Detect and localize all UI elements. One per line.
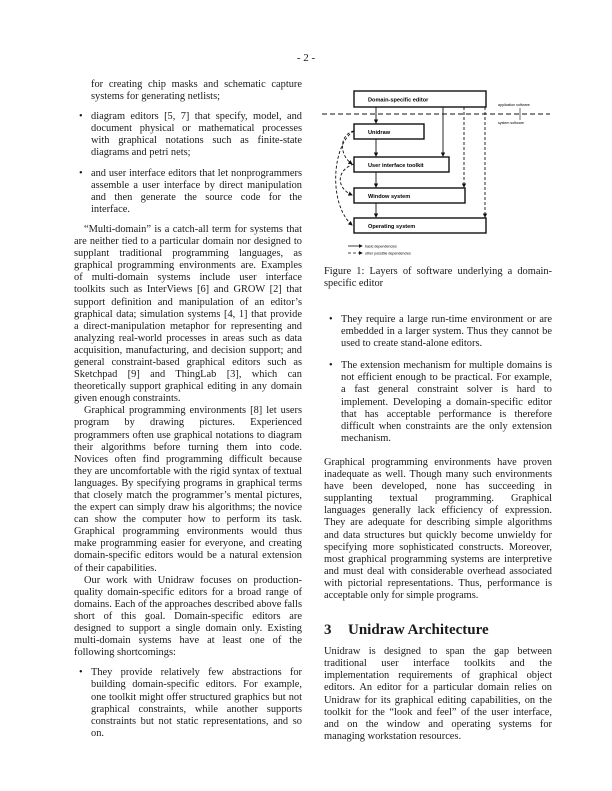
box-user-interface-toolkit	[354, 157, 449, 172]
list-item	[324, 360, 552, 445]
bullet-icon: •	[329, 314, 333, 325]
figure-1	[318, 84, 558, 259]
bullet-text: and user interface editors that let nonprogrammers assemble a user interface by direct manipulation and then generate the source code for the interface.	[91, 167, 302, 215]
label-system-software: system software	[498, 121, 524, 125]
page-number: - 2 -	[296, 52, 316, 64]
bullet-text: diagram editors [5, 7] that specify, model, and document physical or mathematical processes with graphical notations such as finite-state diagrams and petri nets;	[91, 111, 302, 159]
box-operating-system	[354, 218, 486, 233]
paragraph: Graphical programming environments have proven inadequate as well. Though many such environments have been developed, none has succeeding in supplanting textual programming. Graphical languages generally lack efficiency of expression. They are adequate for describing simple algorithms and data structures but quickly become unwieldy for specifying more sophisticated constructs. Moreover, most graphical programming systems are interpretive and must deal with considerable overhead associated with pictorial representations. Thus, performance is acceptable only for simple programs.	[324, 456, 552, 601]
figure-caption: Figure 1: Layers of software underlying a domain-specific editor	[324, 266, 552, 290]
box-label: Domain-specific editor	[368, 97, 429, 104]
box-label: Operating system	[368, 224, 416, 230]
box-label: Unidraw	[368, 130, 391, 136]
arrow	[340, 164, 354, 195]
bullet-icon: •	[329, 360, 333, 372]
bullet-text: The extension mechanism for multiple domains is not efficient enough to be practical. For example, a fast general constraint solver is hard to implement. Developing a domain-specific editor that has acceptable performance is therefore difficult when constraints are the only extension mechanism.	[341, 360, 552, 444]
box-unidraw	[354, 124, 424, 139]
box-window-system	[354, 188, 465, 203]
legend-basic: basic dependencies	[365, 244, 397, 249]
bullet-list-right	[324, 314, 552, 445]
section-title: Unidraw Architecture	[348, 622, 489, 639]
list-item	[324, 314, 552, 350]
bullet-icon: •	[79, 167, 83, 179]
figure-legend	[348, 245, 411, 256]
arrow	[336, 131, 354, 225]
paragraph: Our work with Unidraw focuses on production-quality domain-specific editors for a broad range of domains. Each of the approaches described above falls short of this goal. Domain-specific editors are designed to support a single domain only. Existing multi-domain systems have at least one of the following shortcomings:	[74, 574, 302, 659]
left-column	[74, 79, 302, 748]
label-application-software: application software	[498, 103, 530, 107]
box-label: User interface toolkit	[368, 163, 424, 169]
bullet-icon: •	[79, 667, 83, 679]
bullet-list-bottom	[74, 667, 302, 740]
list-item	[74, 168, 302, 216]
section-number: 3	[324, 622, 332, 639]
paragraph: Graphical programming environments [8] let users program by drawing pictures. Experienced programmers often use graphical notations to diagram their algorithms before turning them into code. Novices often find programming difficult because they are uncomfortable with the rigid syntax of textual languages. By specifying programs in graphical terms that closely match the programmer’s mental pictures, the expert can simply draw his algorithms; the novice can show the computer how to perform its task. Graphical programming environments would thus make programming easier for everyone, and creating domain-specific editors would be a natural extension of their capabilities.	[74, 405, 302, 574]
list-item	[74, 111, 302, 159]
bullet-continuation: for creating chip masks and schematic capture systems for generating netlists;	[91, 79, 302, 103]
bullet-text: They provide relatively few abstractions for building domain-specific editors. For example, one toolkit might offer structured graphics but not graphical constraints, while another supports constraints but not static representations, and so on.	[91, 667, 302, 739]
right-column	[324, 314, 552, 743]
software-layers-diagram	[318, 84, 558, 259]
box-label: Window system	[368, 194, 411, 200]
paragraph: “Multi-domain” is a catch-all term for systems that are neither tied to a particular domain nor designed to supplant traditional programming languages, as graphical programming environments are. Examples of multi-domain systems include user interface toolkits such as InterViews [6] and GROW [2] that support definition and manipulation of an editor’s graphical data; simulation systems [4, 1] that provide a direct-manipulation metaphor for representing and analyzing real-world processes in areas such as data acquisition, manufacturing, and decision support; and general constraint-based graphical editors such as Sketchpad [9] and ThingLab [3], which can theoretically support graphical editing in any domain given enough constraints.	[74, 223, 302, 405]
box-domain-specific-editor	[354, 91, 486, 107]
list-item	[74, 667, 302, 740]
bullet-list-top	[74, 111, 302, 216]
section-heading	[324, 622, 552, 639]
bullet-icon: •	[79, 111, 83, 123]
paragraph: Unidraw is designed to span the gap between traditional user interface toolkits and the implementation requirements of graphical object editors. An editor for a particular domain relies on Unidraw for its graphical editing capabilities, on the toolkit for the “look and feel” of the user interface, and on the window and operating systems for managing workstation resources.	[324, 646, 552, 742]
bullet-text: They require a large run-time environment or are embedded in a larger system. Thus they cannot be used to create stand-alone editors.	[341, 314, 552, 350]
legend-other: other possible dependencies	[365, 251, 411, 256]
